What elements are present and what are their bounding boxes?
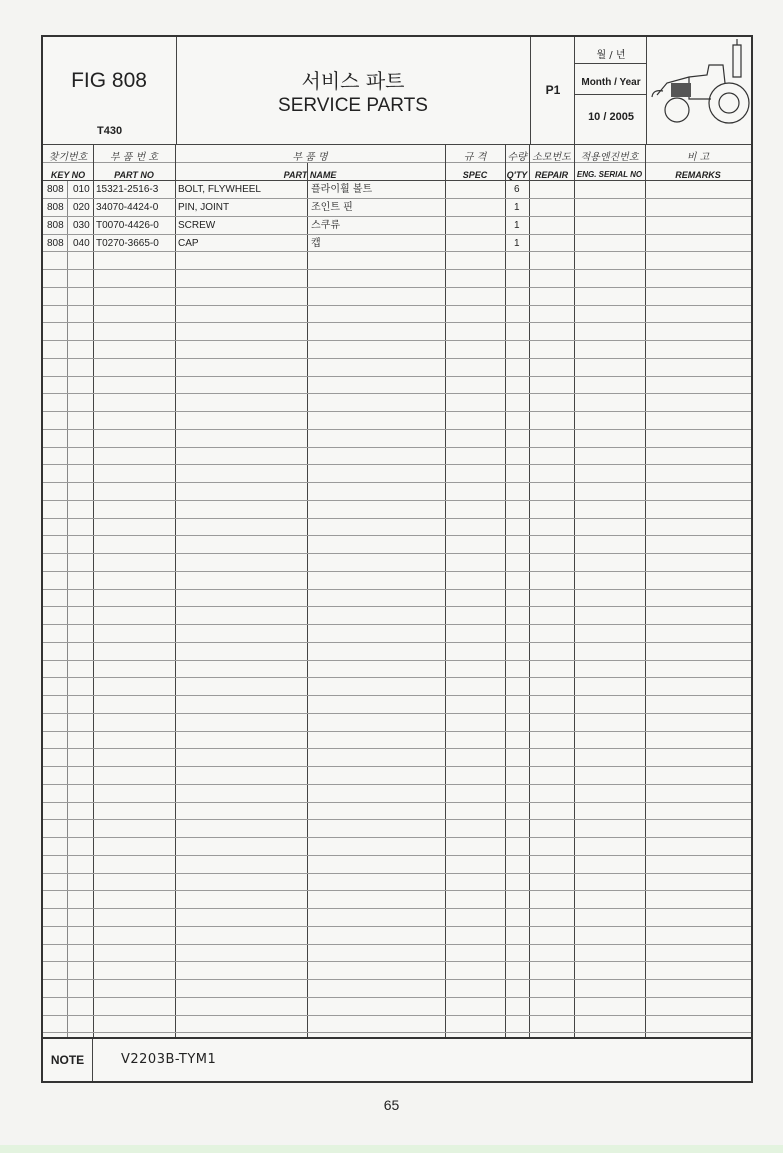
row-rule [43,908,751,909]
row-rule [43,429,751,430]
row-rule [43,819,751,820]
month-year-cell [575,37,647,144]
row-rule [43,553,751,554]
col-part-no: 부 품 번 호 PART NO [109,152,159,180]
month-year-label-korean: 월 / 년 [596,50,626,61]
row-rule [43,340,751,341]
row-rule [43,606,751,607]
col-eng-serial: 적용엔진번호 ENG. SERIAL NO [576,152,643,179]
sheet-header [43,37,751,145]
col-key-no: 찾기번호 KEY NO [48,152,88,180]
title-english: SERVICE PARTS [278,95,428,116]
row-rule [43,837,751,838]
row-rule [43,748,751,749]
note-value: V2203B-TYM1 [121,1052,217,1067]
row-rule [43,482,751,483]
row-rule [43,269,751,270]
row-rule [43,997,751,998]
row-rule [43,1015,751,1016]
row-rule [43,624,751,625]
month-year-label: Month / Year [581,77,641,88]
row-rule [43,358,751,359]
figure-cell [43,37,177,144]
row-rule [43,979,751,980]
row-rule [43,376,751,377]
row-rule [43,216,751,217]
figure-title: FIG 808 [71,69,147,92]
col-repair: 소모번도 REPAIR [532,152,571,180]
note-section [43,1037,751,1081]
row-rule [43,589,751,590]
row-rule [43,677,751,678]
row-rule [43,713,751,714]
row-rule [43,944,751,945]
row-rule [43,766,751,767]
row-rule [43,464,751,465]
row-rule [43,518,751,519]
row-rule [43,855,751,856]
row-rule [43,1032,751,1033]
row-rule [43,234,751,235]
note-label: NOTE [43,1039,93,1081]
row-rule [43,411,751,412]
row-rule [43,393,751,394]
row-rule [43,660,751,661]
page-cell [531,37,575,144]
month-year-value: 10 / 2005 [588,111,634,123]
row-rule [43,251,751,252]
col-spec: 규 격 SPEC [462,152,488,180]
row-rule [43,322,751,323]
tractor-icon [647,37,751,143]
row-rule [43,642,751,643]
tractor-illustration-cell [647,37,751,144]
model-name: T430 [97,125,123,137]
col-remarks: 비 고 REMARKS [675,152,721,180]
sheet-page-number: P1 [545,83,561,97]
row-rule [43,447,751,448]
row-rule [43,287,751,288]
row-rule [43,571,751,572]
col-part-name: 부 품 명 PART NAME [283,152,337,180]
parts-table: 808 010 15321-2516-3 BOLT, FLYWHEEL 플라이휠 볼트 6 808 020 34070-4424-0 PIN, JOINT 조인트 핀 1 808 030 T0070-4426-0 SCREW 스쿠류 1 808 040 T0270-3665-0 CAP 캡 1 [43,181,751,1037]
row-rule [43,305,751,306]
row-rule [43,926,751,927]
col-qty: 수량 Q'TY [506,152,528,180]
row-rule [43,784,751,785]
title-korean: 서비스 파트 [301,69,405,93]
row-rule [43,500,751,501]
row-rule [43,535,751,536]
parts-sheet [41,35,753,1083]
page-number: 65 [383,1097,400,1113]
row-rule [43,890,751,891]
row-rule [43,198,751,199]
page-bottom-edge [0,1145,783,1153]
title-cell [177,37,531,144]
row-rule [43,731,751,732]
row-rule [43,961,751,962]
row-rule [43,802,751,803]
row-rule [43,695,751,696]
row-rule [43,873,751,874]
